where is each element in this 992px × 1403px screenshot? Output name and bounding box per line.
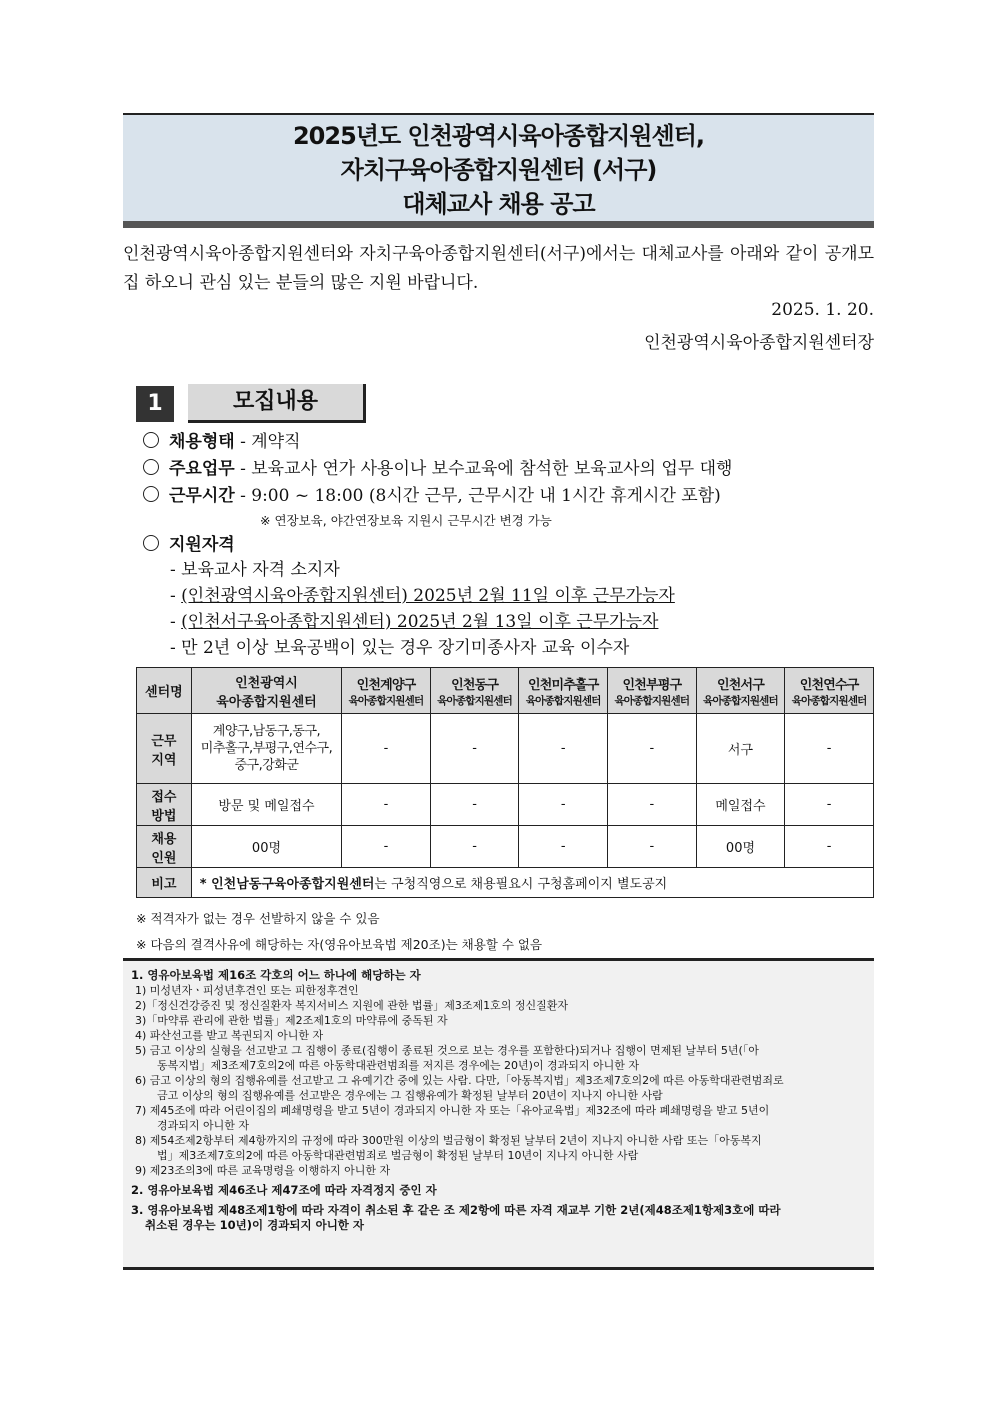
table-cell: - (430, 714, 519, 784)
qualification-line: - (인천서구육아종합지원센터) 2025년 2월 13일 이후 근무가능자 (170, 612, 659, 632)
item-employment-type (143, 430, 301, 454)
table-cell: - (785, 714, 874, 784)
announcement-date: 2025. 1. 20. (771, 300, 874, 320)
disq-item: 7) 제45조에 따라 어린이집의 폐쇄명령을 받고 5년이 경과되지 아니한 자 또는「유아교육법」제32조에 따라 폐쇄명령을 받고 5년이 (135, 1104, 770, 1117)
table-cell: - (342, 826, 431, 868)
table-cell: - (519, 826, 608, 868)
disq-item-cont: 금고 이상의 형의 집행유예를 선고받은 경우에는 그 집행유예가 확정된 날부터 20년이 지나지 아니한 사람 (157, 1089, 663, 1102)
item-qualification (143, 533, 235, 557)
disq-heading: 3. 영유아보육법 제48조제1항에 따라 자격이 취소된 후 같은 조 제2항에 따른 자격 재교부 기한 2년(제48조제1항제3호에 따라 (131, 1203, 781, 1217)
row-header-count: 채용 인원 (137, 826, 192, 868)
table-cell: 서구 (696, 714, 785, 784)
qualification-line: - (인천광역시육아종합지원센터) 2025년 2월 11일 이후 근무가능자 (170, 586, 675, 606)
item-label: 근무시간 (169, 486, 235, 506)
table-cell: - (608, 714, 697, 784)
table-cell: 00명 (191, 826, 341, 868)
table-cell: 계양구,남동구,동구, 미추홀구,부평구,연수구, 중구,강화군 (191, 714, 341, 784)
item-label: 지원자격 (169, 535, 235, 555)
row-header-method: 접수 방법 (137, 784, 192, 826)
disqualification-box (123, 958, 874, 1270)
table-cell: - (608, 784, 697, 826)
circle-bullet-icon (143, 432, 159, 448)
table-corner: 센터명 (137, 668, 192, 714)
qualification-line: - 보육교사 자격 소지자 (170, 560, 340, 580)
remark-cell: * 인천남동구육아종합지원센터는 구청직영으로 채용필요시 구청홈페이지 별도공지 (191, 868, 873, 898)
qualification-line: - 만 2년 이상 보육공백이 있는 경우 장기미종사자 교육 이수자 (170, 638, 630, 658)
section-number: 1 (136, 386, 174, 422)
table-cell: - (785, 826, 874, 868)
center-header: 인천연수구 육아종합지원센터 (785, 668, 874, 714)
intro-paragraph: 인천광역시육아종합지원센터와 자치구육아종합지원센터(서구)에서는 대체교사를 아래와 같이 공개모집 하오니 관심 있는 분들의 많은 지원 바랍니다. (123, 244, 874, 293)
item-text: - 9:00 ~ 18:00 (8시간 근무, 근무시간 내 1시간 휴게시간 포함) (234, 486, 721, 506)
table-cell: - (342, 714, 431, 784)
disq-item-cont: 동복지법」제3조제7호의2에 따른 아동학대관련범죄를 저지른 경우에는 20년)이 경과되지 아니한 자 (157, 1059, 640, 1072)
table-cell: - (430, 784, 519, 826)
table-cell: 00명 (696, 826, 785, 868)
disq-item: 6) 금고 이상의 형의 집행유예를 선고받고 그 유예기간 중에 있는 사람. 다만,「아동복지법」제3조제7호의2에 따른 아동학대관련범죄로 (135, 1074, 784, 1087)
table-cell: - (342, 784, 431, 826)
center-header: 인천부평구 육아종합지원센터 (608, 668, 697, 714)
disq-item: 2)「정신건강증진 및 정신질환자 복지서비스 지원에 관한 법률」제3조제1호의 정신질환자 (135, 999, 569, 1012)
remark-line: ※ 다음의 결격사유에 해당하는 자(영유아보육법 제20조)는 채용할 수 없음 (136, 937, 543, 952)
disq-heading: 1. 영유아보육법 제16조 각호의 어느 하나에 해당하는 자 (131, 968, 421, 982)
table-cell: - (519, 714, 608, 784)
center-header: 인천서구 육아종합지원센터 (696, 668, 785, 714)
center-header: 인천계양구 육아종합지원센터 (342, 668, 431, 714)
item-label: 채용형태 (169, 432, 235, 452)
disq-item: 3)「마약류 관리에 관한 법률」제2조제1호의 마약류에 중독된 자 (135, 1014, 448, 1027)
remark-line: ※ 적격자가 없는 경우 선발하지 않을 수 있음 (136, 911, 380, 926)
disq-item-cont: 경과되지 아니한 자 (157, 1119, 250, 1132)
title-line-3: 대체교사 채용 공고 (402, 190, 595, 218)
disq-item: 5) 금고 이상의 실형을 선고받고 그 집행이 종료(집행이 종료된 것으로 보는 경우를 포함한다)되거나 집행이 면제된 날부터 5년(「아 (135, 1044, 759, 1057)
title-line-2: 자치구육아종합지원센터 (서구) (340, 156, 657, 184)
title-box (123, 113, 874, 228)
circle-bullet-icon (143, 459, 159, 475)
item-text: - 보육교사 연가 사용이나 보수교육에 참석한 보육교사의 업무 대행 (234, 459, 733, 479)
center-header: 인천동구 육아종합지원센터 (430, 668, 519, 714)
disq-item: 4) 파산선고를 받고 복권되지 아니한 자 (135, 1029, 324, 1042)
item-label: 주요업무 (169, 459, 235, 479)
issuer: 인천광역시육아종합지원센터장 (644, 333, 874, 353)
table-cell: 방문 및 메일접수 (191, 784, 341, 826)
row-header-area: 근무 지역 (137, 714, 192, 784)
disq-item-cont: 법」제3조제7호의2에 따른 아동학대관련범죄로 벌금형이 확정된 날부터 10년이 지나지 아니한 사람 (157, 1149, 639, 1162)
table-cell: - (608, 826, 697, 868)
center-header: 인천미추홀구 육아종합지원센터 (519, 668, 608, 714)
disq-heading: 2. 영유아보육법 제46조나 제47조에 따라 자격정지 중인 자 (131, 1183, 437, 1197)
row-header-remark: 비고 (137, 868, 192, 898)
title-line-1: 2025년도 인천광역시육아종합지원센터, (292, 122, 705, 150)
table-cell: - (785, 784, 874, 826)
work-hours-note: ※ 연장보육, 야간연장보육 지원시 근무시간 변경 가능 (260, 513, 552, 528)
item-work-hours (143, 484, 721, 508)
circle-bullet-icon (143, 486, 159, 502)
disq-item: 9) 제23조의3에 따른 교육명령을 이행하지 아니한 자 (135, 1164, 391, 1177)
section-title: 모집내용 (188, 384, 366, 423)
item-text: - 계약직 (234, 432, 301, 452)
circle-bullet-icon (143, 535, 159, 551)
table-cell: - (430, 826, 519, 868)
disq-item: 8) 제54조제2항부터 제4항까지의 규정에 따라 300만원 이상의 벌금형이 확정된 날부터 2년이 지나지 아니한 사람 또는「아동복지 (135, 1134, 762, 1147)
disq-item: 1) 미성년자ㆍ피성년후견인 또는 피한정후견인 (135, 984, 359, 997)
disq-heading-cont: 취소된 경우는 10년)이 경과되지 아니한 자 (145, 1218, 365, 1232)
center-header: 인천광역시 육아종합지원센터 (191, 668, 341, 714)
table-cell: - (519, 784, 608, 826)
table-cell: 메일접수 (696, 784, 785, 826)
item-main-duty (143, 457, 732, 481)
recruitment-table (136, 667, 874, 898)
